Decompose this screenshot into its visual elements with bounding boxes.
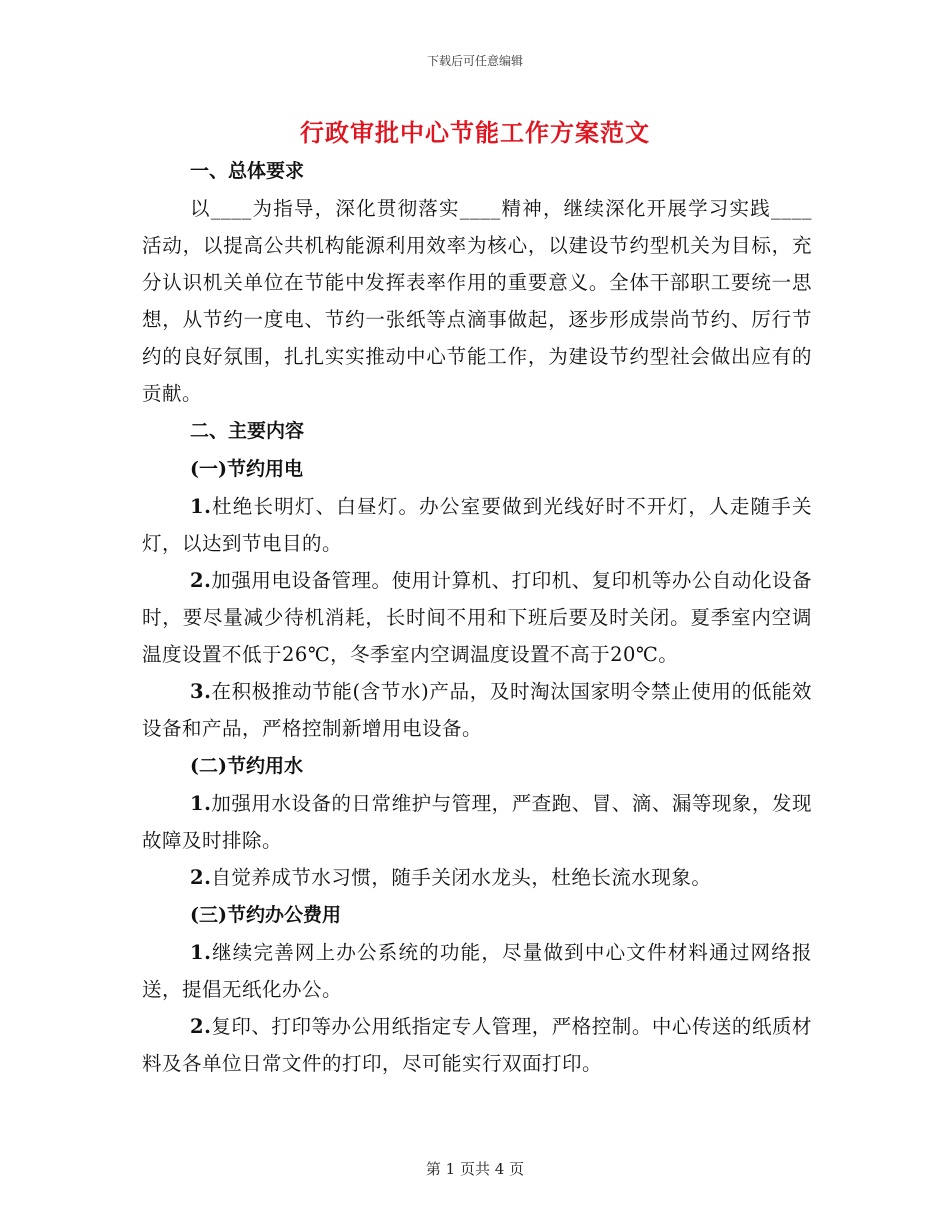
list-item xyxy=(142,673,812,747)
item-text: 复印、打印等办公用纸指定专人管理，严格控制。中心传送的纸质材料及各单位日常文件的打印，尽可能实行双面打印。 xyxy=(142,1015,812,1075)
item-text: 加强用电设备管理。使用计算机、打印机、复印机等办公自动化设备时，要尽量减少待机消耗，长时间不用和下班后要及时关闭。夏季室内空调温度设置不低于26℃，冬季室内空调温度设置不高于20℃。 xyxy=(142,569,812,666)
list-item xyxy=(142,1008,812,1082)
item-number: 3. xyxy=(190,680,212,703)
item-number: 1. xyxy=(190,495,212,518)
list-item xyxy=(142,859,812,896)
item-number: 2. xyxy=(190,1015,212,1038)
section-heading: 一、总体要求 xyxy=(190,160,305,182)
document-body xyxy=(142,152,812,1082)
item-number: 1. xyxy=(190,792,212,815)
subsection-heading: (一)节约用电 xyxy=(190,458,303,480)
section-heading: 二、主要内容 xyxy=(190,420,305,442)
item-text: 自觉养成节水习惯，随手关闭水龙头，杜绝长流水现象。 xyxy=(211,866,712,889)
list-item xyxy=(142,785,812,859)
list-item xyxy=(142,488,812,562)
list-item xyxy=(142,934,812,1008)
subsection-heading: (二)节约用水 xyxy=(190,755,303,777)
item-number: 2. xyxy=(190,569,212,592)
header-note: 下载后可任意编辑 xyxy=(426,54,523,68)
item-text: 杜绝长明灯、白昼灯。办公室要做到光线好时不开灯，人走随手关灯，以达到节电目的。 xyxy=(142,495,812,555)
list-item xyxy=(142,562,812,673)
paragraph: 以____为指导，深化贯彻落实____精神，继续深化开展学习实践____活动，以提高公共机构能源利用效率为核心，以建设节约型机关为目标，充分认识机关单位在节能中发挥表率作用的重要意义。全体干部职工要统一思想，从节约一度电、节约一张纸等点滴事做起，逐步形成崇尚节约、厉行节约的良好氛围，扎扎实实推动中心节能工作，为建设节约型社会做出应有的贡献。 xyxy=(142,197,812,405)
item-number: 1. xyxy=(190,941,212,964)
item-text: 加强用水设备的日常维护与管理，严查跑、冒、滴、漏等现象，发现故障及时排除。 xyxy=(142,792,812,852)
page-number: 第 1 页共 4 页 xyxy=(425,1160,525,1178)
item-text: 继续完善网上办公系统的功能，尽量做到中心文件材料通过网络报送，提倡无纸化办公。 xyxy=(142,941,812,1001)
item-number: 2. xyxy=(190,866,212,889)
subsection-heading: (三)节约办公费用 xyxy=(190,904,341,926)
document-title: 行政审批中心节能工作方案范文 xyxy=(300,118,650,147)
item-text: 在积极推动节能(含节水)产品，及时淘汰国家明令禁止使用的低能效设备和产品，严格控制新增用电设备。 xyxy=(142,680,812,740)
